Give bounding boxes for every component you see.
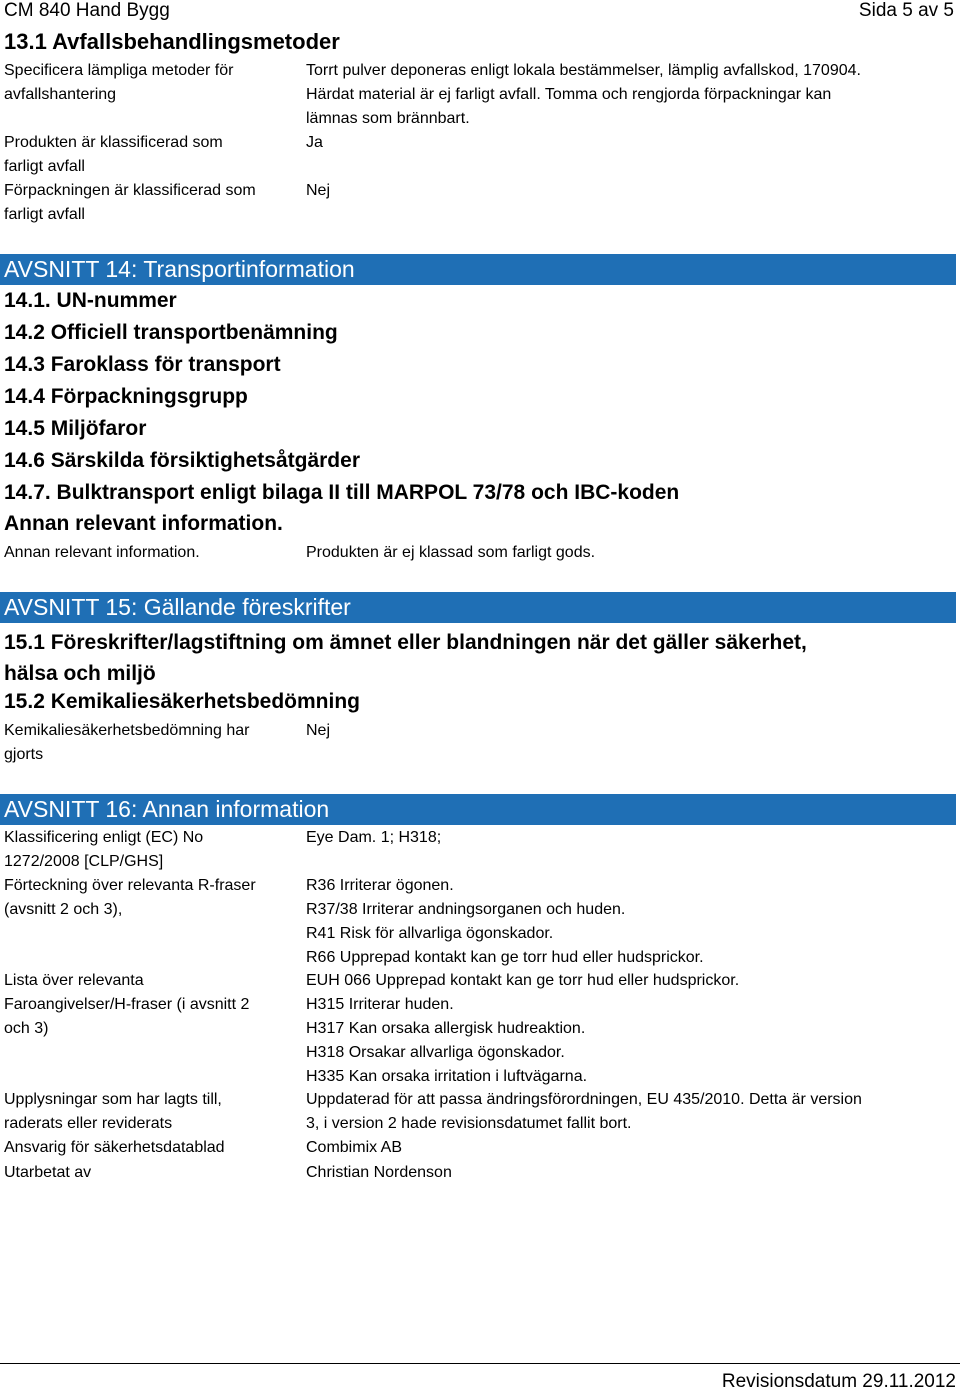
s16-row-5-value: Combimix AB: [306, 1139, 403, 1156]
s16-row-2-value: R36 Irriterar ögonen. R37/38 Irriterar andningsorganen och huden. R41 Risk för allvarliga ögonskador. R66 Upprepad kontakt kan ge torr hud eller hudsprickor.: [306, 877, 704, 966]
sub-14-6: 14.6 Särskilda försiktighetsåtgärder: [4, 449, 360, 472]
s16-row-3-value: EUH 066 Upprepad kontakt kan ge torr hud eller hudsprickor. H315 Irriterar huden. H317 Kan orsaka allergisk hudreaktion. H318 Orsakar allvarliga ögonskador. H335 Kan orsaka irritation i luftvägarna.: [306, 972, 740, 1085]
s16-row-5-label: Ansvarig för säkerhetsdatablad: [4, 1139, 225, 1156]
product-name: CM 840 Hand Bygg: [4, 0, 170, 21]
s14-other-value: Produkten är ej klassad som farligt gods.: [306, 544, 596, 561]
s13-row-2-label: Produkten är klassificerad som farligt avfall: [4, 134, 223, 175]
revision-date: Revisionsdatum 29.11.2012: [721, 1371, 956, 1392]
sub-14-1: 14.1. UN-nummer: [4, 289, 177, 312]
sub-14-5: 14.5 Miljöfaror: [4, 417, 147, 440]
sub-14-4: 14.4 Förpackningsgrupp: [4, 385, 248, 408]
sub-14-2: 14.2 Officiell transportbenämning: [4, 321, 338, 344]
section-16-title-bar: AVSNITT 16: Annan information: [0, 794, 956, 825]
s16-row-1-value: Eye Dam. 1; H318;: [306, 829, 442, 846]
page-number: Sida 5 av 5: [858, 0, 954, 21]
section-15-title-bar: AVSNITT 15: Gällande föreskrifter: [0, 592, 956, 623]
s16-row-4-label: Upplysningar som har lagts till, raderats eller reviderats: [4, 1091, 222, 1132]
footer-divider: [0, 1363, 960, 1364]
s16-row-6-label: Utarbetat av: [4, 1164, 92, 1181]
sub-14-3: 14.3 Faroklass för transport: [4, 353, 281, 376]
sub-14-7: 14.7. Bulktransport enligt bilaga II till MARPOL 73/78 och IBC-koden: [4, 481, 680, 504]
s13-row-1-label: Specificera lämpliga metoder för avfallshantering: [4, 62, 234, 103]
s13-row-2-value: Ja: [306, 134, 323, 151]
s13-row-3-label: Förpackningen är klassificerad som farligt avfall: [4, 182, 256, 223]
s16-row-1-label: Klassificering enligt (EC) No 1272/2008 [CLP/GHS]: [4, 829, 204, 870]
s16-row-6-value: Christian Nordenson: [306, 1164, 452, 1181]
s14-other-label: Annan relevant information.: [4, 544, 200, 561]
section-13-1-heading: 13.1 Avfallsbehandlingsmetoder: [4, 29, 340, 54]
s16-row-2-label: Förteckning över relevanta R-fraser (avsnitt 2 och 3),: [4, 877, 256, 918]
sub-other-info: Annan relevant information.: [4, 512, 283, 535]
s13-row-1-value: Torrt pulver deponeras enligt lokala bestämmelser, lämplig avfallskod, 170904. Härdat material är ej farligt avfall. Tomma och rengjorda förpackningar kan lämnas som brännbart.: [306, 62, 861, 127]
sub-15-1: 15.1 Föreskrifter/lagstiftning om ämnet eller blandningen när det gäller säkerhet, hälsa och miljö: [4, 631, 807, 685]
s16-row-3-label: Lista över relevanta Faroangivelser/H-fraser (i avsnitt 2 och 3): [4, 972, 250, 1037]
s15-label: Kemikaliesäkerhetsbedömning har gjorts: [4, 722, 250, 763]
s13-row-3-value: Nej: [306, 182, 331, 199]
section-14-title-bar: AVSNITT 14: Transportinformation: [0, 254, 956, 285]
s16-row-4-value: Uppdaterad för att passa ändringsförordningen, EU 435/2010. Detta är version 3, i version 2 hade revisionsdatumet fallit bort.: [306, 1091, 862, 1132]
sub-15-2: 15.2 Kemikaliesäkerhetsbedömning: [4, 690, 360, 713]
s15-value: Nej: [306, 722, 331, 739]
